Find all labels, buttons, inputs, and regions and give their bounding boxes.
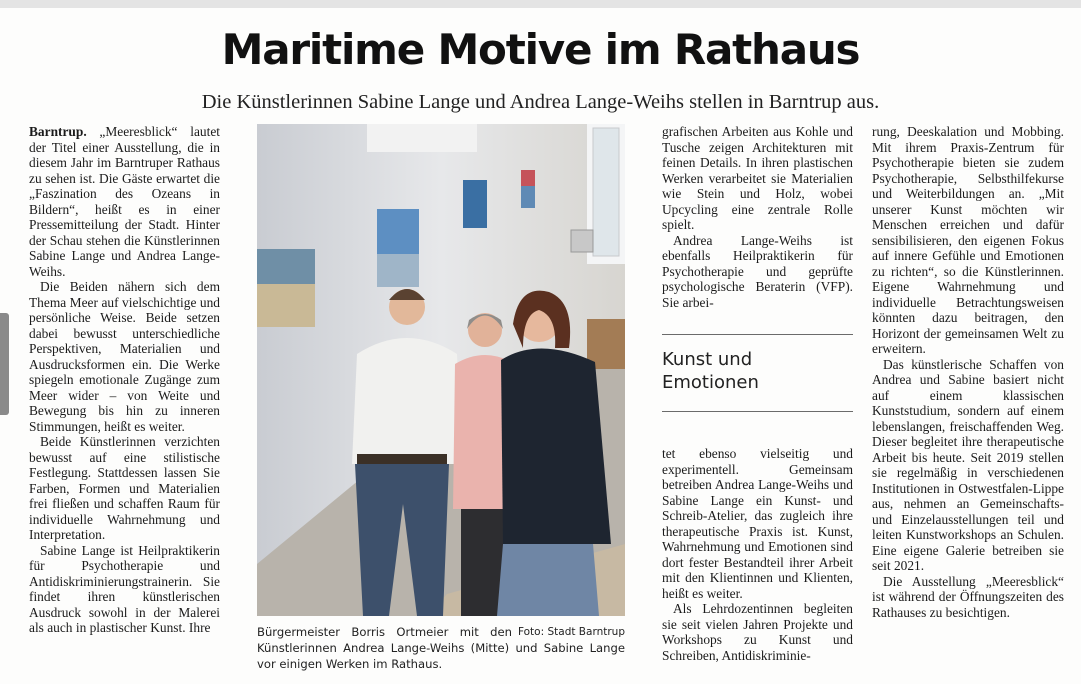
subhead-line-2: Emotionen (662, 372, 759, 393)
paragraph: grafischen Arbeiten aus Kohle und Tusche zeigen Architekturen mit feinen Details. In ihren plastischen Werken verarbeitet sie Materialien wie Stein und Holz, wobei Upcycling eine zentrale Rolle spielt. (662, 124, 853, 232)
article-column-3-top (662, 124, 853, 310)
article-photo (257, 124, 625, 616)
paragraph: Als Lehrdozentinnen begleiten sie seit vielen Jahren Projekte und Workshops zu Kunst und Schreiben, Antidiskriminie- (662, 601, 853, 663)
subhead-rule-bottom (662, 411, 853, 412)
dateline: Barntrup. (29, 124, 87, 139)
side-handle[interactable] (0, 313, 9, 415)
paragraph: Die Ausstellung „Meeresblick“ ist während der Öffnungszeiten des Rathauses zu besichtigen. (872, 573, 1064, 620)
paragraph: Das künstlerische Schaffen von Andrea und Sabine basiert nicht auf einem klassischen Kunststudium, sondern auf einem lebenslangen, freischaffenden Weg. Dieser begleitet ihre therapeutische Arbeit bis heute. Seit 2019 stellen sie regelmäßig in verschiedenen Institutionen in Ostwestfalen-Lippe aus, nehmen an Gemeinschafts- und Einzelausstellungen teil und leiten Kunstworkshops an Schulen. Eine eigene Galerie betreiben sie seit 2021. (872, 356, 1064, 573)
paragraph: Die Beiden nähern sich dem Thema Meer auf vielschichtige und persönliche Weise. Beide setzen dabei bewusst unterschiedliche Perspektiven, Materialien und Ausdrucksformen ein. Die Werke spiegeln emotionale Zugänge zum Meer wider – von Weite und Bewegung bis hin zu inneren Stimmungen, heißt es weiter. (29, 279, 220, 434)
paragraph-text: „Meeresblick“ lautet der Titel einer Ausstellung, die in diesem Jahr im Barntruper Rathaus zu sehen ist. Die Gäste erwartet die „Faszination des Ozeans in Bildern“, heißt es in einer Pressemitteilung der Stadt. Hinter der Schau stehen die Künstlerinnen Sabine Lange und Andrea Lange-Weihs. (29, 124, 220, 279)
subhead-rule-top (662, 334, 853, 335)
paragraph: Beide Künstlerinnen verzichten bewusst auf eine stilistische Festlegung. Stattdessen lassen Sie Farben, Formen und Materialien frei fließen und schaffen Raum für individuelle Wahrnehmung und Interpretation. (29, 434, 220, 542)
photo-illustration (257, 124, 625, 616)
paragraph (29, 124, 220, 279)
article-column-1 (29, 124, 220, 636)
photo-credit: Foto: Stadt Barntrup (517, 626, 625, 638)
caption-text: Bürgermeister Borris Ortmeier mit den Künstlerinnen Andrea Lange-Weihs (Mitte) und Sabine Lange vor einigen Werken im Rathaus. (257, 625, 625, 671)
photo-caption (257, 624, 625, 672)
top-edge (0, 0, 1081, 8)
paragraph: tet ebenso vielseitig und experimentell. Gemeinsam betreiben Andrea Lange-Weihs und Sabine Lange ein Kunst- und Schreib-Atelier, das zugleich ihre therapeutische Praxis ist. Kunst, Wahrnehmung und Emotionen sind dort fester Bestandteil ihrer Arbeit mit den Klientinnen und Klienten, heißt es weiter. (662, 446, 853, 601)
paragraph: Andrea Lange-Weihs ist ebenfalls Heilpraktikerin für Psychotherapie und geprüfte psychologische Beraterin (VFP). Sie arbei- (662, 232, 853, 310)
article-column-3-bottom (662, 446, 853, 663)
headline: Maritime Motive im Rathaus (221, 25, 860, 74)
paragraph: Sabine Lange ist Heilpraktikerin für Psychotherapie und Antidiskriminierungstrainerin. Sie findet ihren künstlerischen Ausdruck sowohl in der Malerei als auch in plastischer Kunst. Ihre (29, 542, 220, 635)
section-subhead (662, 348, 853, 394)
article-column-4 (872, 124, 1064, 620)
subline: Die Künstlerinnen Sabine Lange und Andrea Lange-Weihs stellen in Barntrup aus. (201, 91, 880, 113)
subhead-line-1: Kunst und (662, 349, 753, 370)
paragraph: rung, Deeskalation und Mobbing. Mit ihrem Praxis-Zentrum für Psychotherapie bieten sie zudem Psychotherapie, Selbsthilfekurse und Weiterbildungen an. „Mit unserer Kunst möchten wir Menschen erreichen und dafür sensibilisieren, den eigenen Fokus auf innere Gefühle und Emotionen zu richten“, so die Künstlerinnen. Eigene Wahrnehmung und individuelle Betrachtungsweisen könnten dazu beitragen, den Horizont der gemeinsamen Welt zu erweitern. (872, 124, 1064, 356)
